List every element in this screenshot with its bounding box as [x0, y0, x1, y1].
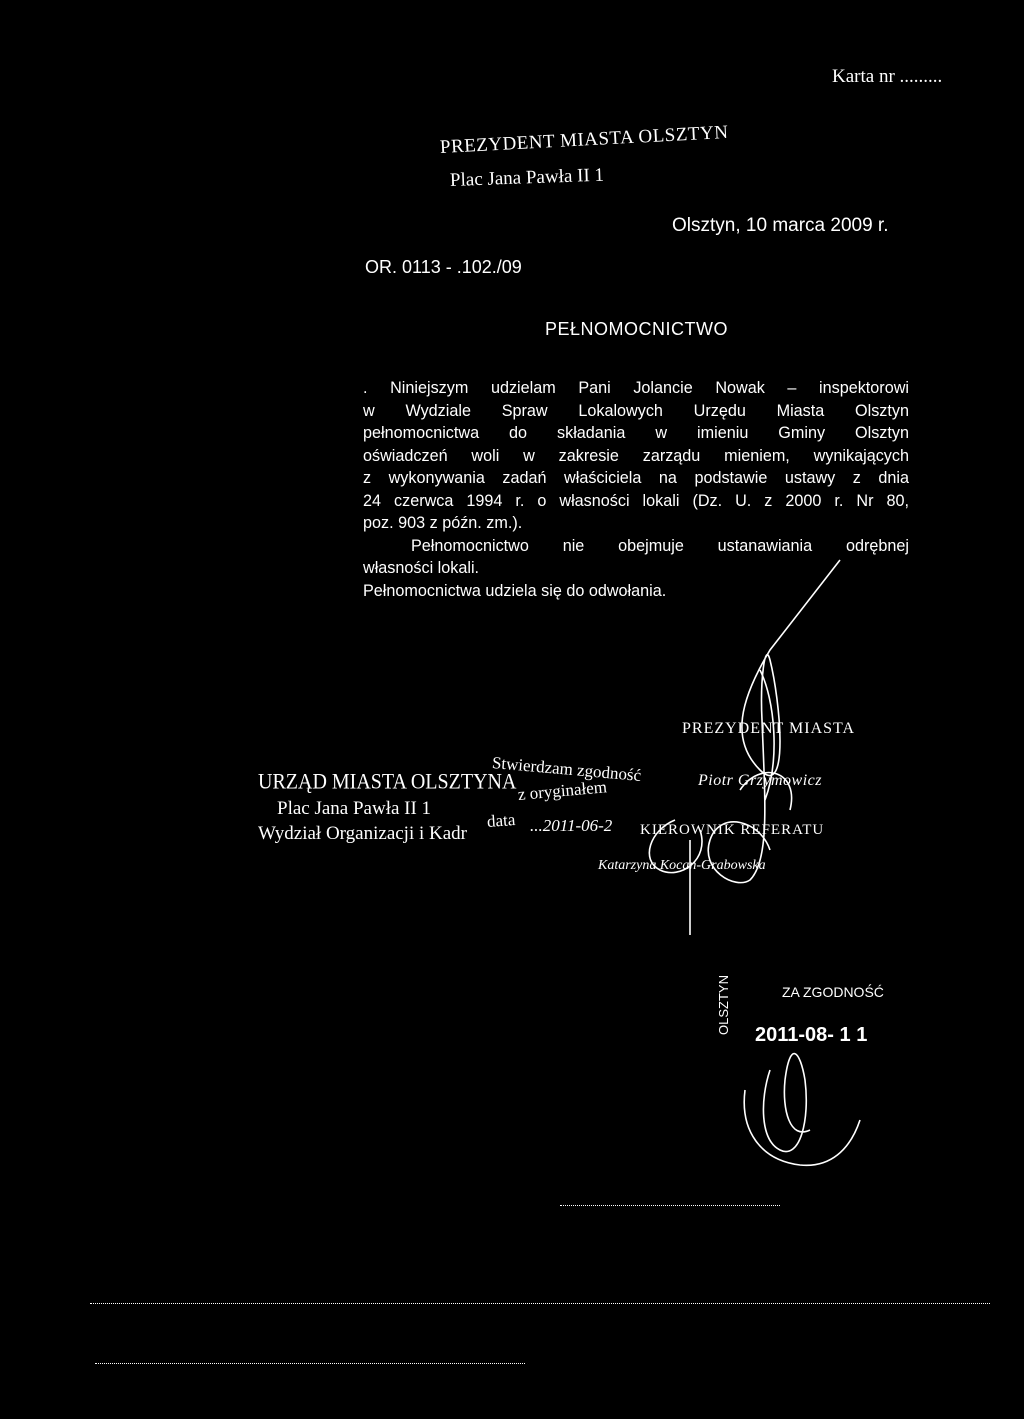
body-line: w Wydziale Spraw Lokalowych Urzędu Miasta Olsztyn: [363, 401, 909, 420]
dotted-line: [560, 1205, 780, 1206]
body-line: . Niniejszym udzielam Pani Jolancie Nowak – inspektorowi: [363, 379, 909, 397]
certification-date-label: data: [486, 810, 516, 831]
dotted-line: [90, 1303, 990, 1304]
body-line: pełnomocnictwa do składania w imieniu Gminy Olsztyn: [363, 424, 909, 442]
issuer-title: PREZYDENT MIASTA OLSZTYN: [439, 121, 729, 158]
kierownik-title: KIEROWNIK REFERATU: [640, 822, 825, 838]
signature-loop: [740, 670, 792, 810]
certification-date: ...2011-06-2: [530, 816, 613, 835]
stamp-address: Plac Jana Pawła II 1: [277, 798, 432, 819]
body-line: poz. 903 z późn. zm.).: [363, 514, 523, 532]
document-title: PEŁNOMOCNICTWO: [545, 319, 729, 339]
body-line: własności lokali.: [363, 559, 480, 577]
signatory-title: PREZYDENT MIASTA: [682, 720, 856, 737]
body-line: 24 czerwca 1994 r. o własności lokali (Dz. U. z 2000 r. Nr 80,: [363, 491, 909, 510]
body-line: Pełnomocnictwa udziela się do odwołania.: [363, 581, 667, 600]
certification-line1: Stwierdzam zgodność: [491, 753, 642, 786]
dotted-line: [95, 1363, 525, 1364]
stamp-bottom-city: OLSZTYN: [716, 975, 731, 1035]
stamp-department: Wydział Organizacji i Kadr: [258, 823, 467, 844]
reference-number: OR. 0113 - .102./09: [365, 257, 522, 277]
stamp-bottom-label: ZA ZGODNOŚĆ: [782, 984, 884, 1000]
body-line: z wykonywania zadań właściciela na podstawie ustawy z dnia: [363, 469, 909, 487]
body-line: oświadczeń woli w zakresie zarządu mieniem, wynikających: [363, 446, 909, 465]
bottom-stamp-signature: [763, 1054, 810, 1152]
stamp-office: URZĄD MIASTA OLSZTYNA: [258, 770, 517, 795]
president-signature: [708, 560, 840, 883]
stamp-arc: [744, 1090, 860, 1165]
signatory-name: Piotr Grzymowicz: [698, 772, 822, 789]
stamp-bottom-date: 2011-08- 1 1: [755, 1024, 868, 1046]
kierownik-signature: [649, 820, 702, 935]
place-date: Olsztyn, 10 marca 2009 r.: [672, 215, 889, 236]
kierownik-name: Katarzyna Kocan-Grabowska: [598, 858, 766, 873]
issuer-address: Plac Jana Pawła II 1: [449, 164, 605, 191]
body-line: Pełnomocnictwo nie obejmuje ustanawiania odrębnej: [411, 536, 909, 555]
certification-line2: z oryginałem: [517, 777, 608, 804]
card-number: Karta nr .........: [832, 66, 943, 87]
